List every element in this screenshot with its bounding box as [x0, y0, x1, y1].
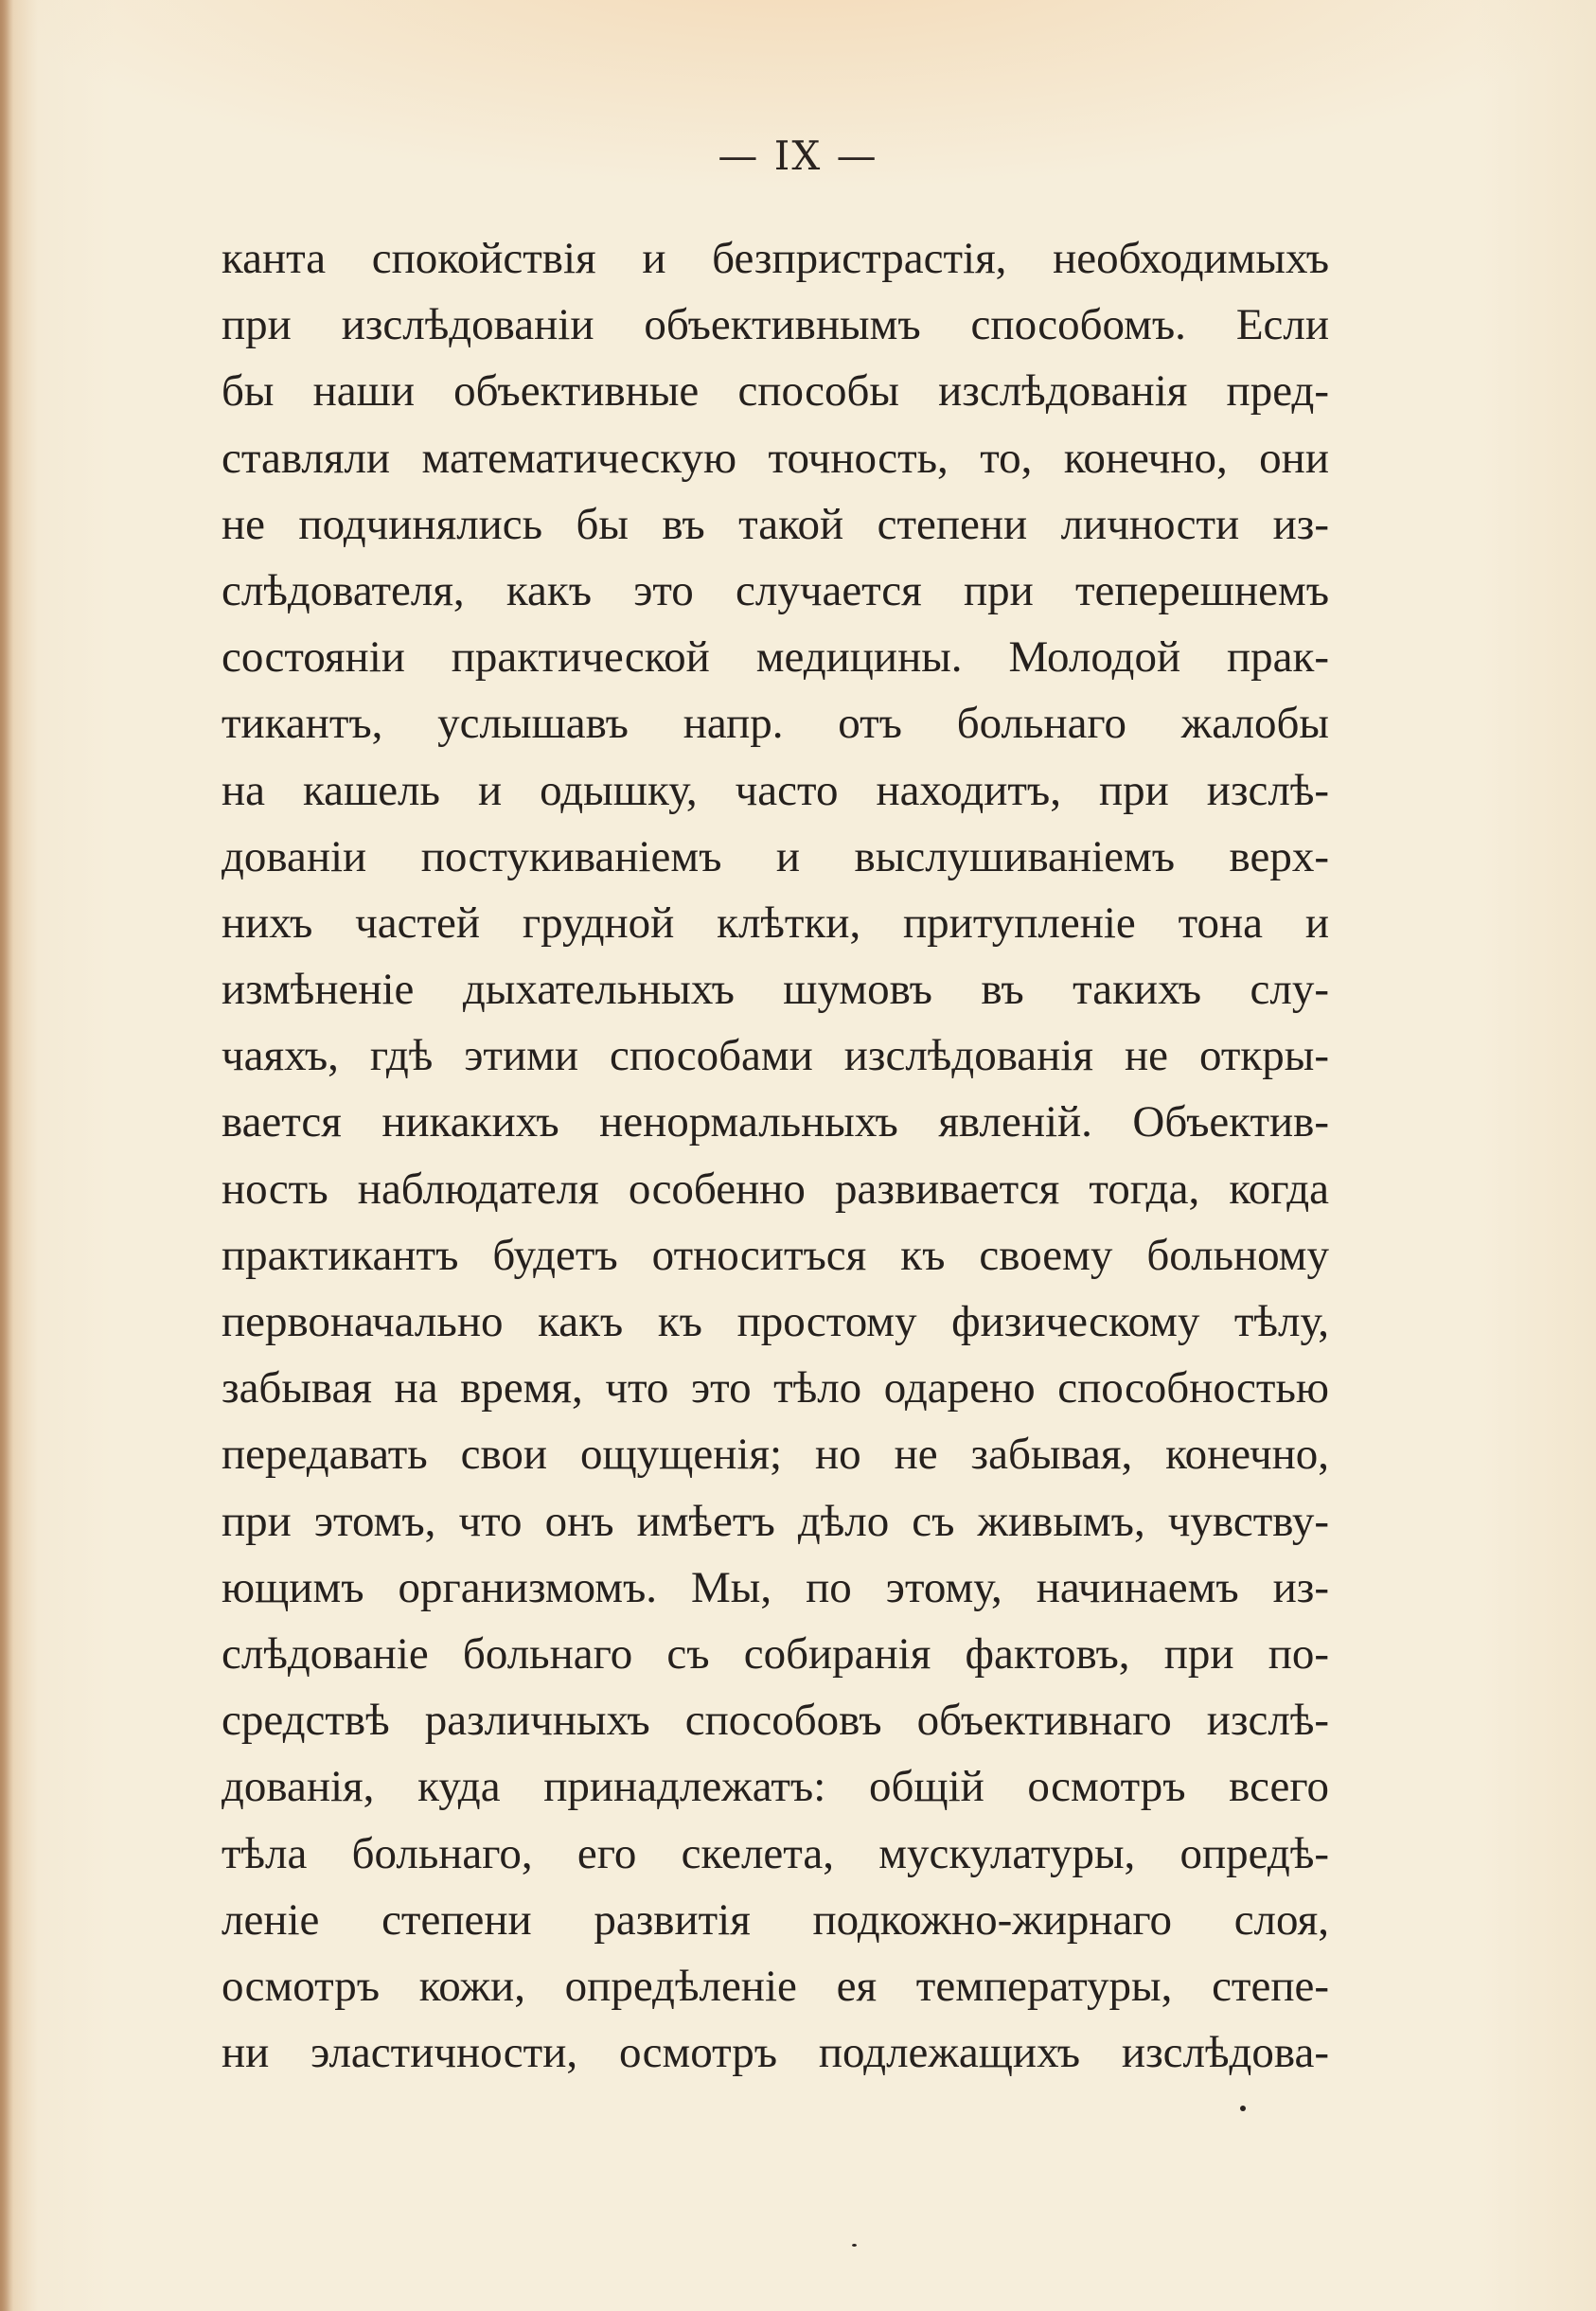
page-number: — IX — — [718, 133, 878, 179]
body-text — [222, 225, 1329, 2086]
text-line: слѣдователя, какъ это случается при теперешнемъ — [222, 565, 1329, 615]
text-line: не подчинялись бы въ такой степени личности из- — [222, 499, 1329, 549]
text-line: ни эластичности, осмотръ подлежащихъ изслѣдова- — [222, 2028, 1329, 2078]
text-line: нихъ частей грудной клѣтки, притупленіе тона и — [222, 898, 1329, 948]
ink-speck — [852, 2244, 857, 2247]
text-line: практикантъ будетъ относитъся къ своему больному — [222, 1230, 1329, 1280]
text-line: тѣла больнаго, его скелета, мускулатуры, опредѣ- — [222, 1828, 1329, 1878]
text-line: ющимъ организмомъ. Мы, по этому, начинаемъ из- — [222, 1562, 1329, 1612]
text-line: вается никакихъ ненормальныхъ явленій. Объектив- — [222, 1097, 1329, 1147]
text-line: бы наши объективные способы изслѣдованія пред- — [222, 366, 1329, 417]
text-line: при этомъ, что онъ имѣетъ дѣло съ живымъ, чувству- — [222, 1496, 1329, 1546]
text-line: измѣненіе дыхательныхъ шумовъ въ такихъ слу- — [222, 965, 1329, 1015]
ink-speck — [1240, 2106, 1246, 2111]
text-line: тикантъ, услышавъ напр. отъ больнаго жалобы — [222, 699, 1329, 749]
text-line: первоначально какъ къ простому физическому тѣлу, — [222, 1297, 1329, 1346]
text-line: состояніи практической медицины. Молодой прак- — [222, 632, 1329, 683]
text-line: ность наблюдателя особенно развивается тогда, когда — [222, 1164, 1329, 1214]
text-line: передавать свои ощущенія; но не забывая, конечно, — [222, 1430, 1329, 1480]
text-line: осмотръ кожи, опредѣленіе ея температуры, степе- — [222, 1961, 1329, 2011]
text-line: слѣдованіе больнаго съ собиранія фактовъ, при по- — [222, 1628, 1329, 1679]
text-line: ставляли математическую точность, то, конечно, они — [222, 433, 1329, 483]
text-line: при изслѣдованіи объективнымъ способомъ. Если — [222, 300, 1329, 350]
binding-shadow — [0, 0, 13, 2311]
text-line: дованія, куда принадлежатъ: общій осмотръ всего — [222, 1762, 1329, 1812]
text-line: на кашель и одышку, часто находитъ, при изслѣ- — [222, 765, 1329, 815]
text-line: чаяхъ, гдѣ этими способами изслѣдованія не откры- — [222, 1031, 1329, 1081]
text-line: средствѣ различныхъ способовъ объективнаго изслѣ- — [222, 1696, 1329, 1746]
text-line: дованіи постукиваніемъ и выслушиваніемъ верх- — [222, 831, 1329, 881]
text-line: леніе степени развитія подкожно-жирнаго слоя, — [222, 1894, 1329, 1945]
text-line: канта спокойствія и безпристрастія, необходимыхъ — [222, 234, 1329, 283]
text-line: забывая на время, что это тѣло одарено способностью — [222, 1363, 1329, 1413]
